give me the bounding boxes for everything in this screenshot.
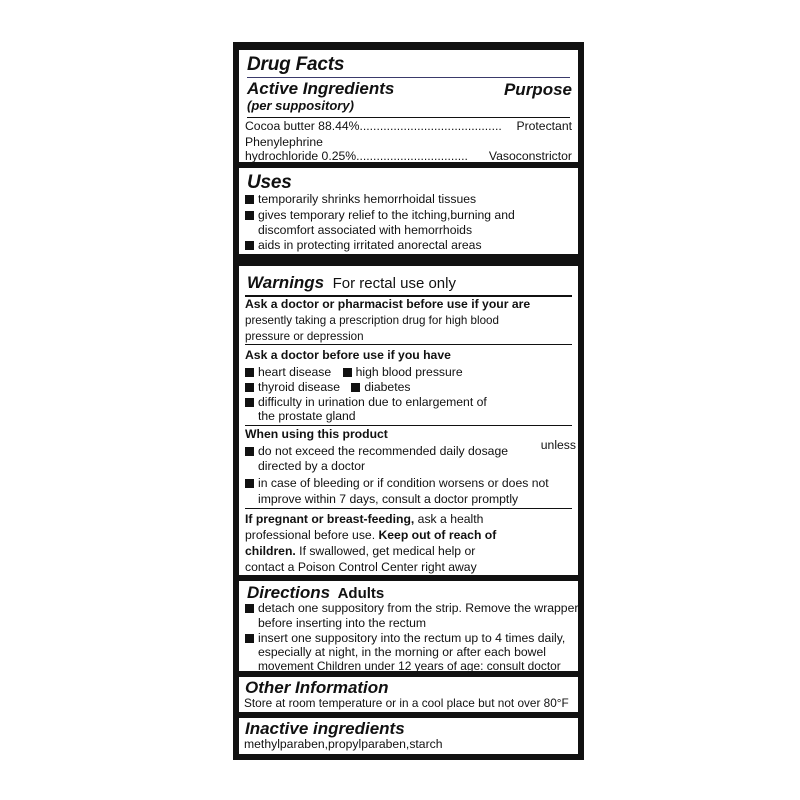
uses-item-continued: discomfort associated with hemorrhoids	[258, 223, 473, 237]
when-item-continued: improve within 7 days, consult a doctor promptly	[258, 492, 519, 506]
ingredient-row-cocoa	[245, 119, 572, 134]
when-item: in case of bleeding or if condition worsens or does not	[245, 476, 549, 491]
ingredient-row-hydrochloride	[245, 149, 572, 164]
condition-continued: the prostate gland	[258, 409, 356, 423]
per-suppository: (per suppository)	[247, 98, 354, 113]
directions-item-continued: before inserting into the rectum	[258, 616, 427, 630]
drug-facts-title: Drug Facts	[247, 54, 345, 75]
keep-out-line: professional before use. Keep out of reach of	[245, 528, 497, 542]
directions-heading: Directions	[247, 583, 331, 602]
condition-row: difficulty in urination due to enlargement of	[245, 395, 487, 410]
purpose-protectant: Protectant	[516, 119, 572, 133]
uses-item: aids in protecting irritated anorectal areas	[245, 238, 482, 253]
active-ingredients-section	[239, 50, 578, 162]
bullet-icon	[245, 383, 254, 392]
when-item: do not exceed the recommended daily dosage	[245, 444, 508, 459]
bullet-icon	[245, 634, 254, 643]
bullet-icon	[245, 368, 254, 377]
uses-item: gives temporary relief to the itching,burning and	[245, 208, 515, 223]
drug-facts-panel	[233, 42, 584, 760]
uses-section	[239, 168, 578, 254]
rule	[245, 344, 572, 345]
bullet-icon	[245, 604, 254, 613]
other-information-section	[239, 677, 578, 712]
poison-control-line: contact a Poison Control Center right away	[245, 560, 477, 574]
unless-text: unless	[540, 438, 576, 452]
directions-item-continued: movement Children under 12 years of age: consult doctor	[258, 659, 561, 673]
children-line: children. If swallowed, get medical help or	[245, 544, 476, 558]
uses-heading: Uses	[247, 172, 292, 193]
bullet-icon	[245, 479, 254, 488]
purpose-vasoconstrictor: Vasoconstrictor	[488, 149, 572, 163]
ask-doctor-heading: Ask a doctor before use if you have	[245, 348, 451, 362]
inactive-ingredients-heading: Inactive ingredients	[245, 719, 405, 738]
bullet-icon	[343, 368, 352, 377]
bullet-icon	[245, 195, 254, 204]
leader-dots: ..........................................	[359, 119, 502, 133]
ingredient-hydrochloride: hydrochloride 0.25%	[245, 149, 357, 163]
storage-text: Store at room temperature or in a cool place but not over 80°F	[244, 696, 569, 710]
directions-item: insert one suppository into the rectum up to 4 times daily,	[245, 631, 565, 646]
title-rule	[247, 77, 570, 78]
directions-item: detach one suppository from the strip. Remove the wrapper	[245, 601, 578, 616]
bullet-icon	[245, 398, 254, 407]
when-item-continued: directed by a doctor	[258, 459, 366, 473]
ask-pharmacist-text: pressure or depression	[245, 330, 364, 343]
when-using-heading: When using this product	[245, 427, 388, 441]
inactive-ingredients-section	[239, 718, 578, 754]
warnings-heading: Warnings	[247, 273, 325, 292]
bullet-icon	[245, 241, 254, 250]
bullet-icon	[245, 211, 254, 220]
pregnant-line: If pregnant or breast-feeding, ask a health	[245, 512, 484, 526]
other-information-heading: Other Information	[245, 678, 389, 697]
warnings-subheading: For rectal use only	[332, 275, 456, 292]
rule	[245, 425, 572, 426]
ask-pharmacist-heading: Ask a doctor or pharmacist before use if your are	[245, 297, 531, 311]
active-rule	[247, 117, 570, 118]
warnings-section	[239, 266, 578, 575]
leader-dots: .................................	[356, 149, 468, 163]
directions-subheading: Adults	[337, 585, 385, 602]
purpose-heading: Purpose	[503, 80, 572, 99]
condition-row: thyroid disease diabetes	[245, 380, 410, 395]
uses-item: temporarily shrinks hemorrhoidal tissues	[245, 192, 476, 207]
active-ingredients-heading: Active Ingredients	[247, 79, 395, 98]
bullet-icon	[351, 383, 360, 392]
directions-item-continued: especially at night, in the morning or after each bowel	[258, 645, 546, 659]
directions-title-row	[247, 583, 384, 603]
bullet-icon	[245, 447, 254, 456]
ingredient-phenylephrine: Phenylephrine	[245, 135, 323, 149]
condition-row: heart disease high blood pressure	[245, 365, 463, 380]
warnings-title-row	[247, 273, 456, 293]
inactive-ingredients-text: methylparaben,propylparaben,starch	[244, 737, 443, 751]
rule	[245, 508, 572, 509]
directions-section	[239, 581, 578, 671]
ask-pharmacist-text: presently taking a prescription drug for high blood	[245, 314, 499, 327]
ingredient-cocoa: Cocoa butter 88.44%	[245, 119, 360, 133]
